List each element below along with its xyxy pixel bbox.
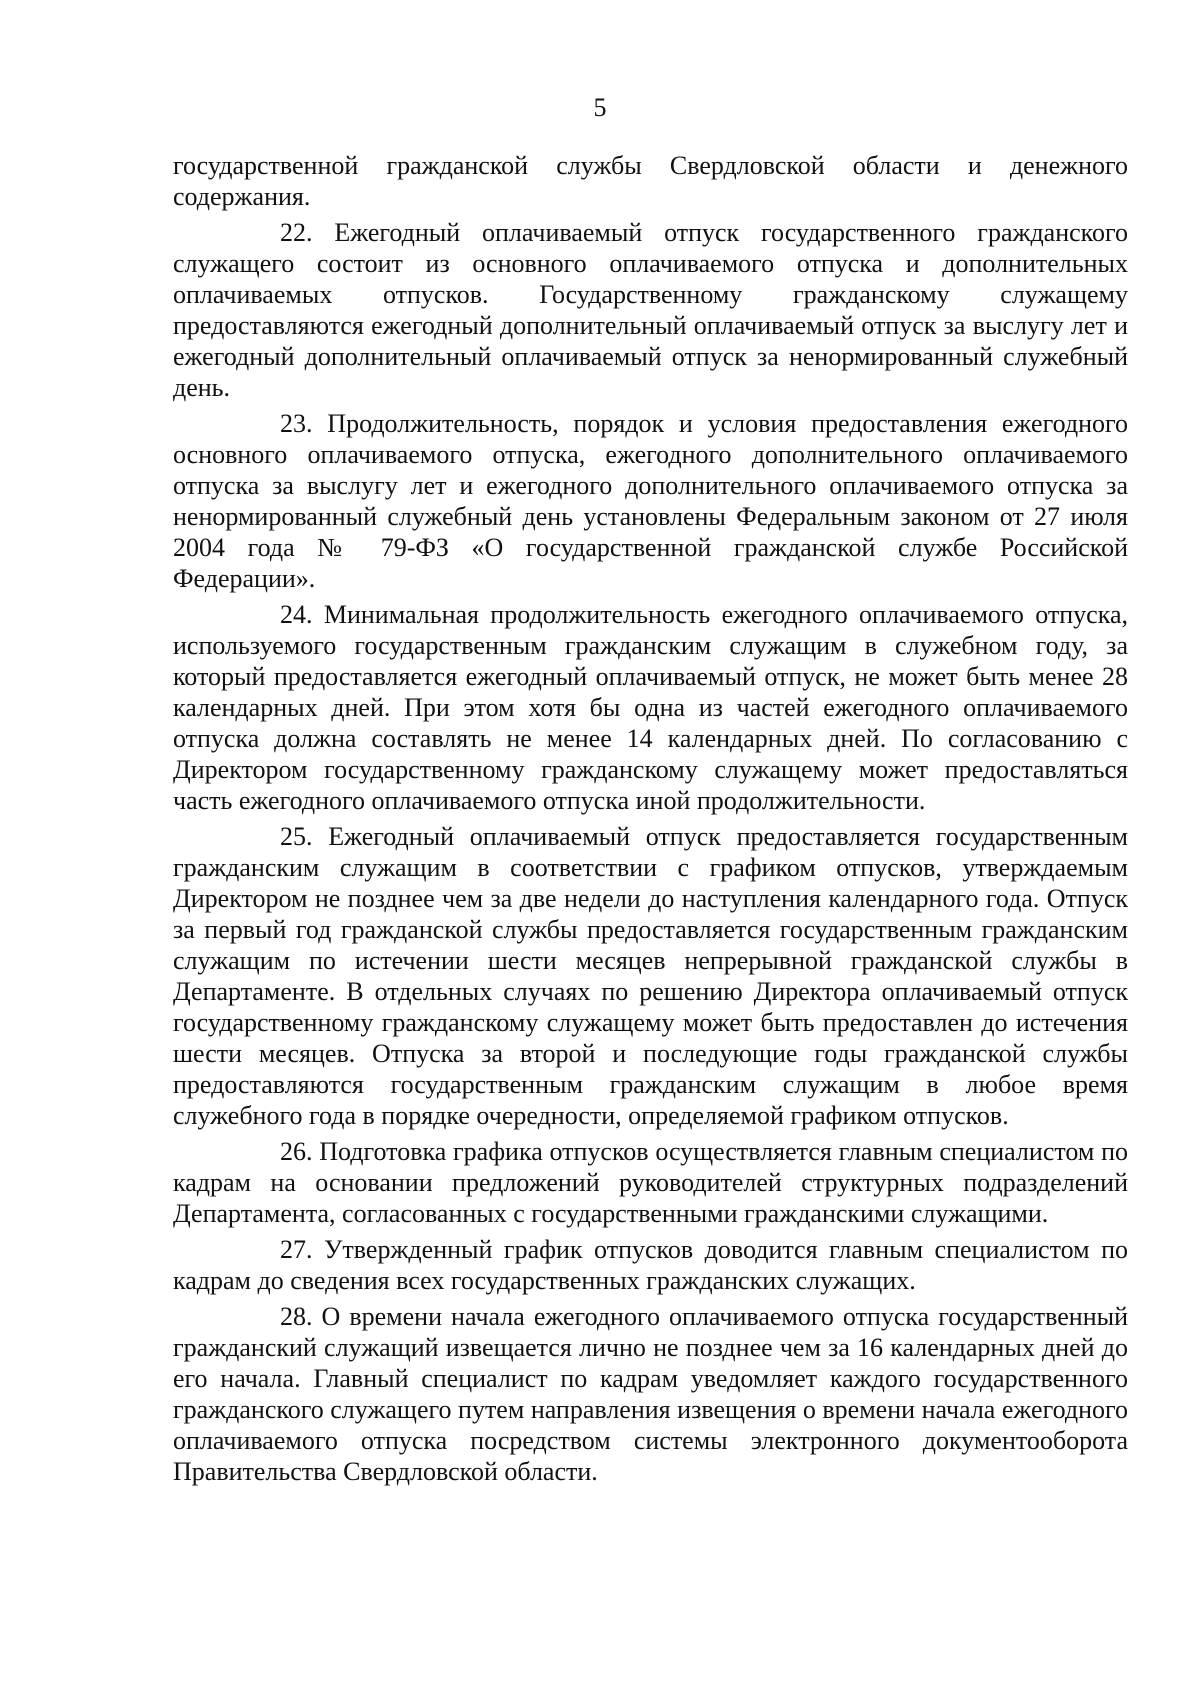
paragraph-27: 27. Утвержденный график отпусков доводится главным специалистом по кадрам до сведения всех государственных гражданских служащих. (173, 1235, 1128, 1295)
paragraph-continuation: государственной гражданской службы Свердловской области и денежного содержания. (173, 151, 1128, 211)
paragraph-22: 22. Ежегодный оплачиваемый отпуск государственного гражданского служащего состоит из основного оплачиваемого отпуска и дополнительных оплачиваемых отпусков. Государственному гражданскому служащему предоставляются ежегодный дополнительный оплачиваемый отпуск за выслугу лет и ежегодный дополнительный оплачиваемый отпуск за ненормированный служебный день. (173, 218, 1128, 402)
paragraph-28: 28. О времени начала ежегодного оплачиваемого отпуска государственный гражданский служащий извещается лично не позднее чем за 16 календарных дней до его начала. Главный специалист по кадрам уведомляет каждого государственного гражданского служащего путем направления извещения о времени начала ежегодного оплачиваемого отпуска посредством системы электронного документооборота Правительства Свердловской области. (173, 1302, 1128, 1486)
paragraph-23: 23. Продолжительность, порядок и условия предоставления ежегодного основного оплачиваемого отпуска, ежегодного дополнительного оплачиваемого отпуска за выслугу лет и ежегодного дополнительного оплачиваемого отпуска за ненормированный служебный день установлены Федеральным законом от 27 июля 2004 года № 79-ФЗ «О государственной гражданской службе Российской Федерации». (173, 409, 1128, 593)
paragraph-24: 24. Минимальная продолжительность ежегодного оплачиваемого отпуска, используемого государственным гражданским служащим в служебном году, за который предоставляется ежегодный оплачиваемый отпуск, не может быть менее 28 календарных дней. При этом хотя бы одна из частей ежегодного оплачиваемого отпуска должна составлять не менее 14 календарных дней. По согласованию с Директором государственному гражданскому служащему может предоставляться часть ежегодного оплачиваемого отпуска иной продолжительности. (173, 600, 1128, 815)
paragraph-25: 25. Ежегодный оплачиваемый отпуск предоставляется государственным гражданским служащим в соответствии с графиком отпусков, утверждаемым Директором не позднее чем за две недели до наступления календарного года. Отпуск за первый год гражданской службы предоставляется государственным гражданским служащим по истечении шести месяцев непрерывной гражданской службы в Департаменте. В отдельных случаях по решению Директора оплачиваемый отпуск государственному гражданскому служащему может быть предоставлен до истечения шести месяцев. Отпуска за второй и последующие годы гражданской службы предоставляются государственным гражданским служащим в любое время служебного года в порядке очередности, определяемой графиком отпусков. (173, 822, 1128, 1130)
document-body (173, 150, 1128, 1487)
paragraph-26: 26. Подготовка графика отпусков осуществляется главным специалистом по кадрам на основании предложений руководителей структурных подразделений Департамента, согласованных с государственными гражданскими служащими. (173, 1137, 1128, 1228)
page-number: 5 (593, 93, 607, 122)
